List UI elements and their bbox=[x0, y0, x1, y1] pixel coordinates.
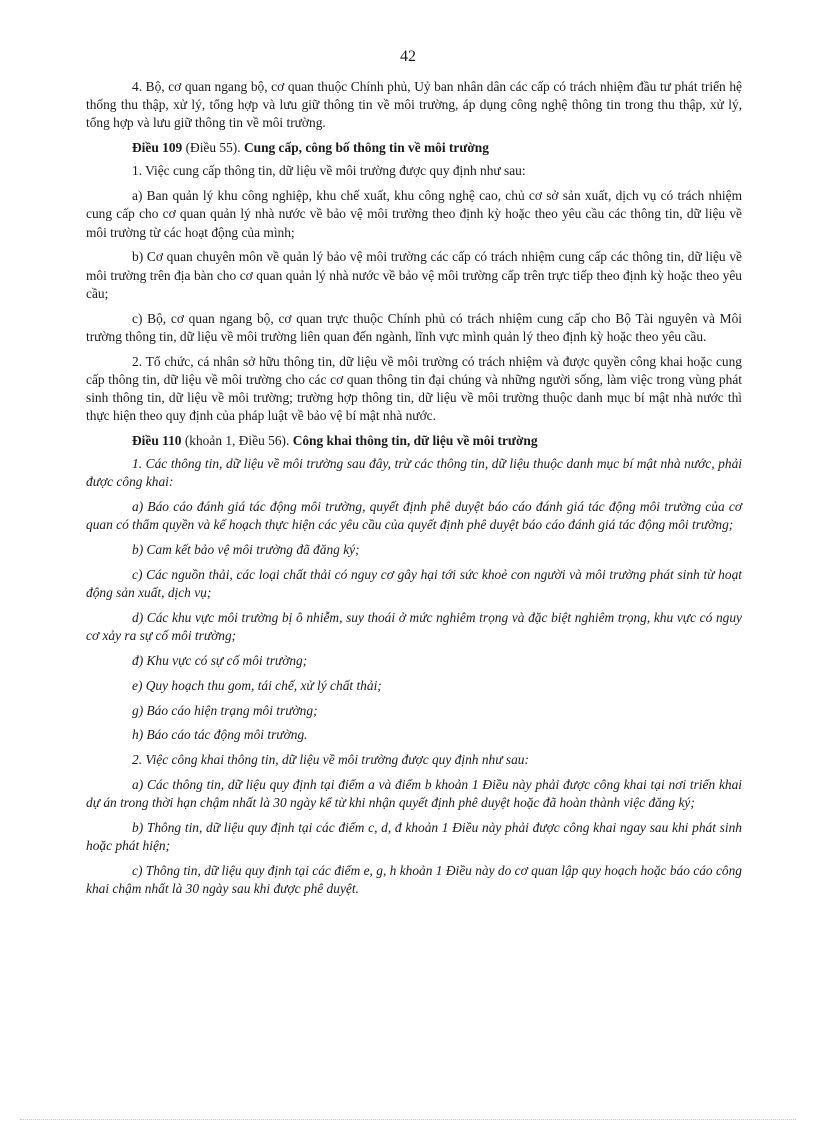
italic-paragraph: h) Báo cáo tác động môi trường. bbox=[132, 727, 308, 743]
page-bottom-divider bbox=[20, 1119, 796, 1120]
paragraph: a) Ban quản lý khu công nghiệp, khu chế xuất, khu công nghệ cao, chủ cơ sở sản xuất, dịch vụ có trách nhiệm cung cấp cho cơ quan quản lý nhà nước về bảo vệ môi trường theo định kỳ hoặc theo yêu cầu các thông tin, dữ liệu về môi trường từ các hoạt động của mình; bbox=[86, 188, 742, 240]
document-body bbox=[86, 78, 742, 905]
page-number: 42 bbox=[400, 48, 416, 65]
article-109-heading bbox=[86, 139, 742, 157]
paragraph: b) Cơ quan chuyên môn về quản lý bảo vệ môi trường các cấp có trách nhiệm cung cấp các thông tin, dữ liệu về môi trường trên địa bàn cho cơ quan quản lý nhà nước về bảo vệ môi trường cấp trên trực tiếp theo định kỳ hoặc theo yêu cầu; bbox=[86, 249, 742, 301]
article-110-heading bbox=[86, 432, 742, 450]
italic-paragraph: 2. Việc công khai thông tin, dữ liệu về môi trường được quy định như sau: bbox=[132, 752, 529, 768]
italic-paragraph: a) Báo cáo đánh giá tác động môi trường, quyết định phê duyệt báo cáo đánh giá tác động môi trường của cơ quan có thẩm quyền và kế hoạch thực hiện các yêu cầu của quyết định phê duyệt báo cáo đánh giá tác động môi trường; bbox=[86, 499, 742, 533]
italic-paragraph: b) Cam kết bảo vệ môi trường đã đăng ký; bbox=[132, 542, 360, 558]
article-reference: (khoản 1, Điều 56). bbox=[181, 433, 293, 449]
article-number: Điều 110 bbox=[132, 433, 182, 449]
italic-paragraph: g) Báo cáo hiện trạng môi trường; bbox=[132, 702, 318, 718]
article-title: Công khai thông tin, dữ liệu về môi trường bbox=[292, 433, 538, 449]
article-number: Điều 109 bbox=[132, 140, 183, 156]
article-title: Cung cấp, công bố thông tin về môi trường bbox=[243, 140, 489, 156]
paragraph-clause-4: 4. Bộ, cơ quan ngang bộ, cơ quan thuộc Chính phủ, Uỷ ban nhân dân các cấp có trách nhiệm đầu tư phát triển hệ thống thu thập, xử lý, tổng hợp và lưu giữ thông tin về môi trường, áp dụng công nghệ thông tin trong thu thập, xử lý, tổng hợp và lưu giữ thông tin về môi trường. bbox=[86, 79, 742, 131]
paragraph: 2. Tổ chức, cá nhân sở hữu thông tin, dữ liệu về môi trường có trách nhiệm và được quyền công khai hoặc cung cấp thông tin, dữ liệu về môi trường cho các cơ quan thông tin đại chúng và những người sống, làm việc trong vùng phát sinh thông tin, dữ liệu về môi trường; trường hợp thông tin, dữ liệu về môi trường thuộc danh mục bí mật nhà nước thì thực hiện theo quy định của pháp luật về bảo vệ bí mật nhà nước. bbox=[86, 353, 742, 424]
italic-paragraph: d) Các khu vực môi trường bị ô nhiễm, suy thoái ở mức nghiêm trọng và đặc biệt nghiêm trọng, khu vực có nguy cơ xảy ra sự cố môi trường; bbox=[86, 610, 742, 644]
italic-paragraph: c) Các nguồn thải, các loại chất thải có nguy cơ gây hại tới sức khoẻ con người và môi trường phát sinh từ hoạt động sản xuất, dịch vụ; bbox=[86, 567, 742, 601]
italic-paragraph: c) Thông tin, dữ liệu quy định tại các điểm e, g, h khoản 1 Điều này do cơ quan lập quy hoạch hoặc báo cáo công khai chậm nhất là 30 ngày sau khi được phê duyệt. bbox=[86, 863, 742, 897]
italic-paragraph: e) Quy hoạch thu gom, tái chế, xử lý chất thải; bbox=[132, 677, 382, 693]
paragraph: 1. Việc cung cấp thông tin, dữ liệu về môi trường được quy định như sau: bbox=[132, 163, 526, 179]
italic-paragraph: 1. Các thông tin, dữ liệu về môi trường sau đây, trừ các thông tin, dữ liệu thuộc danh mục bí mật nhà nước, phải được công khai: bbox=[86, 456, 742, 490]
article-reference: (Điều 55). bbox=[182, 140, 244, 156]
italic-paragraph: đ) Khu vực có sự cố môi trường; bbox=[132, 653, 308, 669]
italic-paragraph: a) Các thông tin, dữ liệu quy định tại điểm a và điểm b khoản 1 Điều này phải được công khai tại nơi triển khai dự án trong thời hạn chậm nhất là 30 ngày kể từ khi nhận quyết định phê duyệt hoặc đã hoàn thành việc đăng ký; bbox=[86, 777, 742, 811]
paragraph: c) Bộ, cơ quan ngang bộ, cơ quan trực thuộc Chính phủ có trách nhiệm cung cấp cho Bộ Tài nguyên và Môi trường thông tin, dữ liệu về môi trường liên quan đến ngành, lĩnh vực mình quản lý theo định kỳ hoặc theo yêu cầu. bbox=[86, 310, 742, 344]
italic-paragraph: b) Thông tin, dữ liệu quy định tại các điểm c, d, đ khoản 1 Điều này phải được công khai ngay sau khi phát sinh hoặc phát hiện; bbox=[86, 820, 742, 854]
